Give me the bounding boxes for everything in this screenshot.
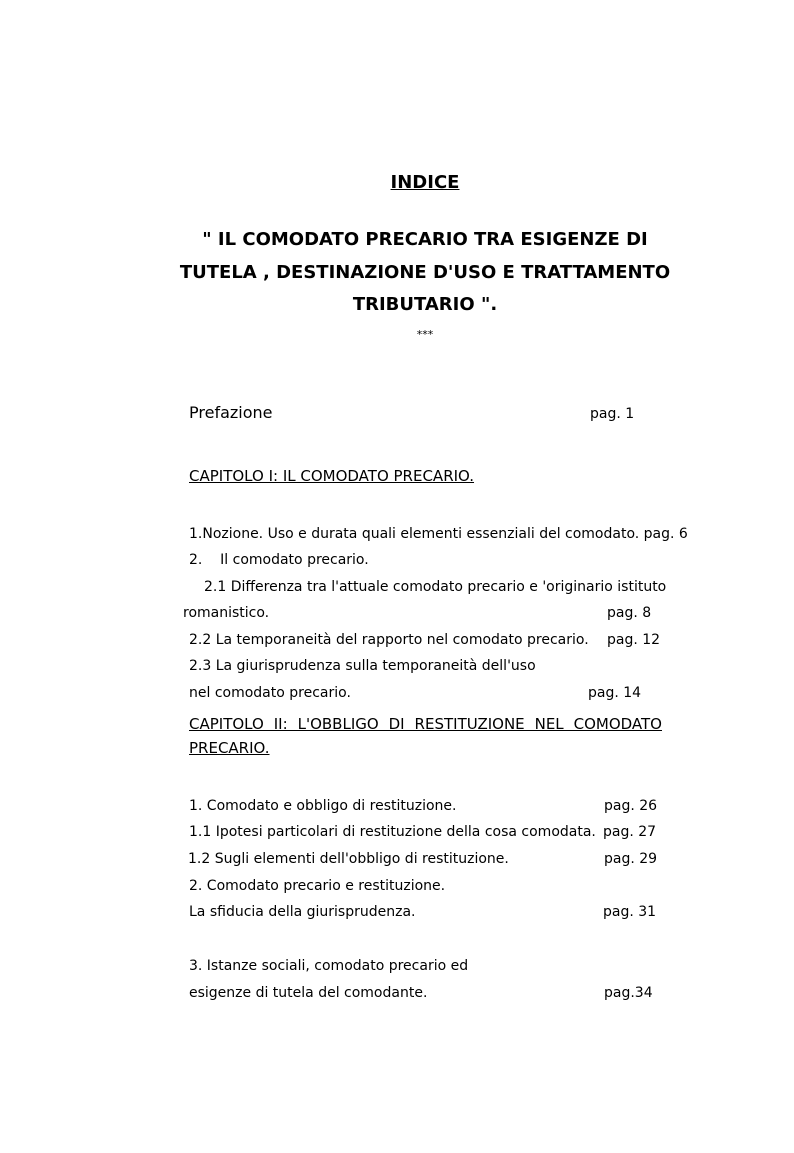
title-line-2: TUTELA , DESTINAZIONE D'USO E TRATTAMENTO [179,262,671,283]
toc-page: pag. 26 [604,798,658,814]
toc-page: pag. 14 [588,685,642,701]
toc-page: pag. 29 [604,851,658,867]
toc-entry: 2.3 La giurisprudenza sulla temporaneità dell'uso [189,658,536,674]
toc-page: pag. 31 [603,904,657,920]
toc-entry: 2.2 La temporaneità del rapporto nel comodato precario. [189,632,589,648]
chapter-1-title: CAPITOLO I: IL COMODATO PRECARIO. [189,467,475,485]
toc-entry: 2. Comodato precario e restituzione. [189,878,446,894]
title-line-1: " IL COMODATO PRECARIO TRA ESIGENZE DI [202,229,648,250]
separator: *** [416,328,434,341]
chapter-2-title-line-1: CAPITOLO II: L'OBBLIGO DI RESTITUZIONE NEL COMODATO [189,715,662,733]
index-heading: INDICE [390,172,460,193]
toc-entry: 2.1 Differenza tra l'attuale comodato precario e 'originario istituto [204,579,667,595]
toc-entry: nel comodato precario. [189,685,351,701]
toc-entry: romanistico. [183,605,270,621]
preface-label: Prefazione [189,403,273,422]
title-line-3: TRIBUTARIO ". [352,294,498,315]
toc-entry: 1. Comodato e obbligo di restituzione. [189,798,457,814]
toc-page: pag. 27 [603,824,657,840]
toc-entry: 1.Nozione. Uso e durata quali elementi essenziali del comodato. pag. 6 [189,526,688,542]
toc-entry: 1.2 Sugli elementi dell'obbligo di restituzione. [188,851,509,867]
toc-entry: 1.1 Ipotesi particolari di restituzione della cosa comodata. [189,824,596,840]
toc-entry: esigenze di tutela del comodante. [189,985,428,1001]
preface-page: pag. 1 [590,406,635,422]
toc-entry: 2. Il comodato precario. [189,552,369,568]
toc-page: pag.34 [604,985,653,1001]
chapter-2-title-line-2: PRECARIO. [189,739,270,757]
chapter-2-title [189,710,662,738]
toc-page: pag. 12 [607,632,661,648]
toc-page: pag. 8 [607,605,652,621]
toc-entry: La sfiducia della giurisprudenza. [189,904,416,920]
toc-entry: 3. Istanze sociali, comodato precario ed [189,958,469,974]
